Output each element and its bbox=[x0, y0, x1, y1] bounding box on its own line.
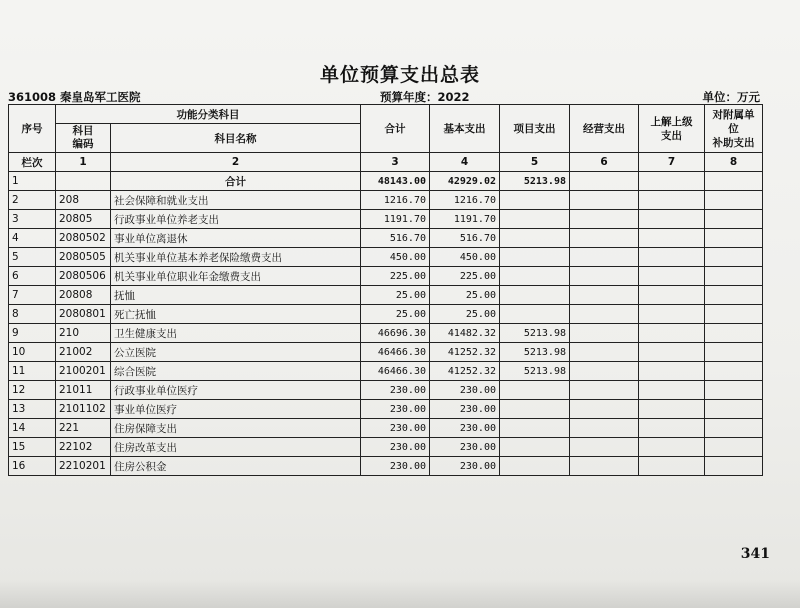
basic-cell: 230.00 bbox=[430, 419, 500, 438]
subsidy-cell bbox=[705, 210, 763, 229]
code-cell: 21011 bbox=[56, 381, 111, 400]
operating-cell bbox=[570, 362, 639, 381]
remit-cell bbox=[639, 191, 705, 210]
project-cell bbox=[500, 419, 570, 438]
basic-cell: 42929.02 bbox=[430, 172, 500, 191]
project-cell bbox=[500, 400, 570, 419]
remit-cell bbox=[639, 324, 705, 343]
basic-cell: 230.00 bbox=[430, 381, 500, 400]
subsidy-cell bbox=[705, 324, 763, 343]
page-shadow bbox=[0, 580, 800, 608]
remit-cell bbox=[639, 438, 705, 457]
header-operating: 经营支出 bbox=[570, 105, 639, 153]
seq-cell: 5 bbox=[9, 248, 56, 267]
operating-cell bbox=[570, 286, 639, 305]
subsidy-cell bbox=[705, 229, 763, 248]
code-cell: 208 bbox=[56, 191, 111, 210]
code-cell: 2080502 bbox=[56, 229, 111, 248]
seq-cell: 10 bbox=[9, 343, 56, 362]
code-cell: 2101102 bbox=[56, 400, 111, 419]
subsidy-cell bbox=[705, 457, 763, 476]
header-project: 项目支出 bbox=[500, 105, 570, 153]
operating-cell bbox=[570, 343, 639, 362]
total-cell: 450.00 bbox=[361, 248, 430, 267]
operating-cell bbox=[570, 381, 639, 400]
budget-year: 预算年度：2022 bbox=[380, 90, 470, 104]
remit-cell bbox=[639, 419, 705, 438]
seq-cell: 1 bbox=[9, 172, 56, 191]
table-body bbox=[9, 172, 763, 476]
operating-cell bbox=[570, 229, 639, 248]
index-cell: 8 bbox=[705, 153, 763, 172]
project-cell bbox=[500, 457, 570, 476]
index-label-cell: 栏次 bbox=[9, 153, 56, 172]
code-cell: 210 bbox=[56, 324, 111, 343]
project-cell: 5213.98 bbox=[500, 343, 570, 362]
table-row bbox=[9, 457, 763, 476]
remit-cell bbox=[639, 172, 705, 191]
index-cell: 5 bbox=[500, 153, 570, 172]
project-cell bbox=[500, 191, 570, 210]
seq-cell: 9 bbox=[9, 324, 56, 343]
seq-cell: 12 bbox=[9, 381, 56, 400]
column-index-row bbox=[9, 153, 763, 172]
subsidy-cell bbox=[705, 381, 763, 400]
header-func-category: 功能分类科目 bbox=[56, 105, 361, 124]
total-cell: 230.00 bbox=[361, 419, 430, 438]
operating-cell bbox=[570, 400, 639, 419]
table-row bbox=[9, 172, 763, 191]
basic-cell: 25.00 bbox=[430, 305, 500, 324]
table-row bbox=[9, 229, 763, 248]
budget-table bbox=[8, 104, 763, 476]
project-cell bbox=[500, 248, 570, 267]
total-cell: 46696.30 bbox=[361, 324, 430, 343]
name-cell: 合计 bbox=[111, 172, 361, 191]
remit-cell bbox=[639, 305, 705, 324]
name-cell: 机关事业单位基本养老保险缴费支出 bbox=[111, 248, 361, 267]
subsidy-cell bbox=[705, 362, 763, 381]
code-cell: 21002 bbox=[56, 343, 111, 362]
name-cell: 卫生健康支出 bbox=[111, 324, 361, 343]
subsidy-cell bbox=[705, 419, 763, 438]
table-row bbox=[9, 305, 763, 324]
project-cell bbox=[500, 438, 570, 457]
remit-cell bbox=[639, 210, 705, 229]
project-cell bbox=[500, 267, 570, 286]
project-cell bbox=[500, 305, 570, 324]
total-cell: 46466.30 bbox=[361, 343, 430, 362]
header-remit-upper: 上解上级 支出 bbox=[639, 105, 705, 153]
basic-cell: 516.70 bbox=[430, 229, 500, 248]
table-row bbox=[9, 362, 763, 381]
remit-cell bbox=[639, 267, 705, 286]
name-cell: 行政事业单位医疗 bbox=[111, 381, 361, 400]
total-cell: 230.00 bbox=[361, 381, 430, 400]
project-cell bbox=[500, 286, 570, 305]
seq-cell: 2 bbox=[9, 191, 56, 210]
total-cell: 1191.70 bbox=[361, 210, 430, 229]
name-cell: 住房公积金 bbox=[111, 457, 361, 476]
name-cell: 综合医院 bbox=[111, 362, 361, 381]
name-cell: 事业单位医疗 bbox=[111, 400, 361, 419]
remit-cell bbox=[639, 248, 705, 267]
total-cell: 230.00 bbox=[361, 457, 430, 476]
index-cell: 2 bbox=[111, 153, 361, 172]
seq-cell: 11 bbox=[9, 362, 56, 381]
remit-cell bbox=[639, 381, 705, 400]
subsidy-cell bbox=[705, 267, 763, 286]
table-row bbox=[9, 400, 763, 419]
code-cell: 2080506 bbox=[56, 267, 111, 286]
name-cell: 住房改革支出 bbox=[111, 438, 361, 457]
total-cell: 225.00 bbox=[361, 267, 430, 286]
code-cell: 2080801 bbox=[56, 305, 111, 324]
basic-cell: 230.00 bbox=[430, 400, 500, 419]
total-cell: 230.00 bbox=[361, 400, 430, 419]
code-cell: 221 bbox=[56, 419, 111, 438]
total-cell: 516.70 bbox=[361, 229, 430, 248]
total-cell: 25.00 bbox=[361, 305, 430, 324]
index-cell: 4 bbox=[430, 153, 500, 172]
remit-cell bbox=[639, 457, 705, 476]
page-number: 341 bbox=[740, 546, 770, 562]
project-cell: 5213.98 bbox=[500, 324, 570, 343]
total-cell: 25.00 bbox=[361, 286, 430, 305]
remit-cell bbox=[639, 343, 705, 362]
operating-cell bbox=[570, 419, 639, 438]
subsidy-cell bbox=[705, 172, 763, 191]
seq-cell: 13 bbox=[9, 400, 56, 419]
project-cell: 5213.98 bbox=[500, 172, 570, 191]
table-row bbox=[9, 438, 763, 457]
operating-cell bbox=[570, 324, 639, 343]
basic-cell: 41252.32 bbox=[430, 362, 500, 381]
subsidy-cell bbox=[705, 438, 763, 457]
seq-cell: 8 bbox=[9, 305, 56, 324]
seq-cell: 6 bbox=[9, 267, 56, 286]
total-cell: 46466.30 bbox=[361, 362, 430, 381]
table-row bbox=[9, 267, 763, 286]
basic-cell: 25.00 bbox=[430, 286, 500, 305]
seq-cell: 15 bbox=[9, 438, 56, 457]
project-cell: 5213.98 bbox=[500, 362, 570, 381]
page-title: 单位预算支出总表 bbox=[319, 64, 480, 86]
table-row bbox=[9, 191, 763, 210]
name-cell: 行政事业单位养老支出 bbox=[111, 210, 361, 229]
remit-cell bbox=[639, 286, 705, 305]
subsidy-cell bbox=[705, 305, 763, 324]
table-row bbox=[9, 324, 763, 343]
index-cell: 3 bbox=[361, 153, 430, 172]
name-cell: 事业单位离退休 bbox=[111, 229, 361, 248]
name-cell: 社会保障和就业支出 bbox=[111, 191, 361, 210]
code-cell: 2080505 bbox=[56, 248, 111, 267]
header-seq: 序号 bbox=[9, 105, 56, 153]
basic-cell: 41252.32 bbox=[430, 343, 500, 362]
name-cell: 死亡抚恤 bbox=[111, 305, 361, 324]
operating-cell bbox=[570, 305, 639, 324]
operating-cell bbox=[570, 210, 639, 229]
subsidy-cell bbox=[705, 286, 763, 305]
remit-cell bbox=[639, 229, 705, 248]
index-cell: 6 bbox=[570, 153, 639, 172]
project-cell bbox=[500, 381, 570, 400]
table-row bbox=[9, 419, 763, 438]
total-cell: 230.00 bbox=[361, 438, 430, 457]
project-cell bbox=[500, 210, 570, 229]
operating-cell bbox=[570, 267, 639, 286]
currency-unit: 单位：万元 bbox=[702, 90, 760, 104]
basic-cell: 1216.70 bbox=[430, 191, 500, 210]
basic-cell: 1191.70 bbox=[430, 210, 500, 229]
header-basic: 基本支出 bbox=[430, 105, 500, 153]
operating-cell bbox=[570, 248, 639, 267]
operating-cell bbox=[570, 457, 639, 476]
header-total: 合计 bbox=[361, 105, 430, 153]
project-cell bbox=[500, 229, 570, 248]
subsidy-cell bbox=[705, 248, 763, 267]
seq-cell: 4 bbox=[9, 229, 56, 248]
table-row bbox=[9, 286, 763, 305]
header-subject-code: 科目 编码 bbox=[56, 124, 111, 153]
code-cell: 2100201 bbox=[56, 362, 111, 381]
operating-cell bbox=[570, 191, 639, 210]
subsidy-cell bbox=[705, 400, 763, 419]
header-subject-name: 科目名称 bbox=[111, 124, 361, 153]
unit-name: 361008 秦皇岛军工医院 bbox=[8, 90, 141, 104]
seq-cell: 16 bbox=[9, 457, 56, 476]
remit-cell bbox=[639, 362, 705, 381]
code-cell: 20805 bbox=[56, 210, 111, 229]
index-cell: 7 bbox=[639, 153, 705, 172]
operating-cell bbox=[570, 438, 639, 457]
name-cell: 机关事业单位职业年金缴费支出 bbox=[111, 267, 361, 286]
total-cell: 48143.00 bbox=[361, 172, 430, 191]
basic-cell: 41482.32 bbox=[430, 324, 500, 343]
remit-cell bbox=[639, 400, 705, 419]
subsidy-cell bbox=[705, 343, 763, 362]
basic-cell: 230.00 bbox=[430, 457, 500, 476]
basic-cell: 225.00 bbox=[430, 267, 500, 286]
table-row bbox=[9, 343, 763, 362]
operating-cell bbox=[570, 172, 639, 191]
basic-cell: 230.00 bbox=[430, 438, 500, 457]
basic-cell: 450.00 bbox=[430, 248, 500, 267]
code-cell: 20808 bbox=[56, 286, 111, 305]
seq-cell: 3 bbox=[9, 210, 56, 229]
code-cell: 22102 bbox=[56, 438, 111, 457]
index-cell: 1 bbox=[56, 153, 111, 172]
code-cell: 2210201 bbox=[56, 457, 111, 476]
total-cell: 1216.70 bbox=[361, 191, 430, 210]
header-subsidy: 对附属单位 补助支出 bbox=[705, 105, 763, 153]
table-row bbox=[9, 210, 763, 229]
seq-cell: 14 bbox=[9, 419, 56, 438]
seq-cell: 7 bbox=[9, 286, 56, 305]
table-row bbox=[9, 381, 763, 400]
subsidy-cell bbox=[705, 191, 763, 210]
name-cell: 住房保障支出 bbox=[111, 419, 361, 438]
table-row bbox=[9, 248, 763, 267]
code-cell bbox=[56, 172, 111, 191]
name-cell: 抚恤 bbox=[111, 286, 361, 305]
name-cell: 公立医院 bbox=[111, 343, 361, 362]
